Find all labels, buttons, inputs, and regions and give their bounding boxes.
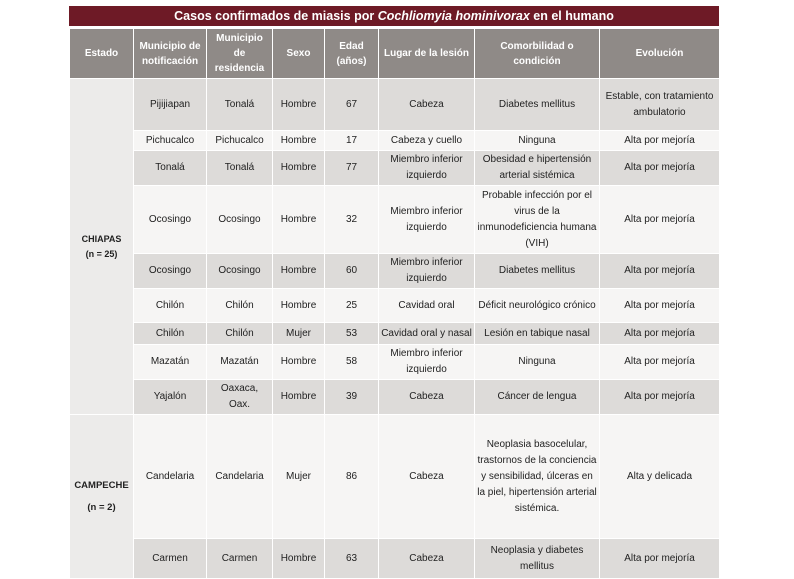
cell-edad: 60	[325, 254, 379, 289]
cell-comorbilidad: Obesidad e hipertensión arterial sistémica	[475, 151, 600, 186]
col-header-sexo: Sexo	[273, 29, 325, 79]
cell-evolucion: Alta por mejoría	[600, 539, 720, 579]
cell-municipio-notificacion: Tonalá	[134, 151, 207, 186]
state-cell-campeche	[70, 415, 134, 579]
cell-lugar-lesion: Cabeza	[379, 79, 475, 131]
cell-evolucion: Alta por mejoría	[600, 151, 720, 186]
cell-edad: 39	[325, 380, 379, 415]
col-header-lugar-lesion: Lugar de la lesión	[379, 29, 475, 79]
cell-comorbilidad: Ninguna	[475, 131, 600, 151]
state-name: CAMPECHE	[74, 479, 129, 491]
cell-municipio-notificacion: Mazatán	[134, 345, 207, 380]
cell-municipio-notificacion: Ocosingo	[134, 186, 207, 254]
cell-municipio-residencia: Oaxaca, Oax.	[207, 380, 273, 415]
cell-municipio-residencia: Tonalá	[207, 151, 273, 186]
table-row	[70, 345, 720, 380]
cell-municipio-residencia: Carmen	[207, 539, 273, 579]
state-name: CHIAPAS	[81, 233, 122, 244]
cell-municipio-notificacion: Ocosingo	[134, 254, 207, 289]
cell-sexo: Mujer	[273, 415, 325, 539]
cell-lugar-lesion: Cabeza	[379, 415, 475, 539]
cell-lugar-lesion: Cavidad oral y nasal	[379, 323, 475, 345]
table-row	[70, 380, 720, 415]
cell-municipio-residencia: Tonalá	[207, 79, 273, 131]
cell-municipio-residencia: Ocosingo	[207, 186, 273, 254]
cell-evolucion: Alta por mejoría	[600, 323, 720, 345]
cell-edad: 86	[325, 415, 379, 539]
cell-lugar-lesion: Miembro inferior izquierdo	[379, 186, 475, 254]
cell-lugar-lesion: Cabeza	[379, 380, 475, 415]
cell-sexo: Hombre	[273, 289, 325, 323]
table-row	[70, 289, 720, 323]
table-container	[69, 6, 719, 579]
title-suffix: en el humano	[529, 9, 614, 23]
cell-municipio-notificacion: Pijijiapan	[134, 79, 207, 131]
cell-municipio-residencia: Chilón	[207, 289, 273, 323]
cell-municipio-residencia: Chilón	[207, 323, 273, 345]
cell-comorbilidad: Cáncer de lengua	[475, 380, 600, 415]
cell-edad: 53	[325, 323, 379, 345]
table-row	[70, 186, 720, 254]
cell-evolucion: Alta por mejoría	[600, 186, 720, 254]
cell-municipio-notificacion: Pichucalco	[134, 131, 207, 151]
cell-edad: 63	[325, 539, 379, 579]
cell-sexo: Hombre	[273, 186, 325, 254]
col-header-municipio-residencia: Municipio de residencia	[207, 29, 273, 79]
cell-evolucion: Estable, con tratamiento ambulatorio	[600, 79, 720, 131]
table-row	[70, 131, 720, 151]
cell-lugar-lesion: Cabeza y cuello	[379, 131, 475, 151]
table-row	[70, 539, 720, 579]
cell-edad: 58	[325, 345, 379, 380]
cell-sexo: Hombre	[273, 131, 325, 151]
cell-municipio-residencia: Ocosingo	[207, 254, 273, 289]
cases-table	[69, 28, 720, 579]
cell-evolucion: Alta por mejoría	[600, 345, 720, 380]
title-species: Cochliomyia hominivorax	[377, 9, 530, 23]
cell-sexo: Hombre	[273, 254, 325, 289]
cell-municipio-notificacion: Chilón	[134, 289, 207, 323]
cell-comorbilidad: Probable infección por el virus de la inmunodeficiencia humana (VIH)	[475, 186, 600, 254]
cell-municipio-notificacion: Carmen	[134, 539, 207, 579]
cell-comorbilidad: Déficit neurológico crónico	[475, 289, 600, 323]
cell-lugar-lesion: Miembro inferior izquierdo	[379, 345, 475, 380]
cell-lugar-lesion: Miembro inferior izquierdo	[379, 254, 475, 289]
table-row	[70, 254, 720, 289]
table-title	[69, 6, 719, 28]
cell-edad: 25	[325, 289, 379, 323]
cell-municipio-notificacion: Chilón	[134, 323, 207, 345]
cell-evolucion: Alta por mejoría	[600, 380, 720, 415]
col-header-edad: Edad (años)	[325, 29, 379, 79]
col-header-municipio-notificacion: Municipio de notificación	[134, 29, 207, 79]
cell-lugar-lesion: Cabeza	[379, 539, 475, 579]
cell-edad: 32	[325, 186, 379, 254]
col-header-estado: Estado	[70, 29, 134, 79]
cell-comorbilidad: Neoplasia y diabetes mellitus	[475, 539, 600, 579]
cell-edad: 17	[325, 131, 379, 151]
cell-sexo: Hombre	[273, 380, 325, 415]
cell-sexo: Mujer	[273, 323, 325, 345]
cell-lugar-lesion: Cavidad oral	[379, 289, 475, 323]
cell-sexo: Hombre	[273, 539, 325, 579]
cell-comorbilidad: Ninguna	[475, 345, 600, 380]
cell-sexo: Hombre	[273, 79, 325, 131]
cell-comorbilidad: Neoplasia basocelular, trastornos de la conciencia y sensibilidad, úlceras en la piel, hipertensión arterial sistémica.	[475, 415, 600, 539]
cell-edad: 67	[325, 79, 379, 131]
table-row	[70, 79, 720, 131]
cell-evolucion: Alta y delicada	[600, 415, 720, 539]
state-count: (n = 2)	[87, 501, 116, 513]
cell-evolucion: Alta por mejoría	[600, 131, 720, 151]
cell-municipio-residencia: Candelaria	[207, 415, 273, 539]
state-count: (n = 25)	[85, 248, 118, 259]
cell-comorbilidad: Lesión en tabique nasal	[475, 323, 600, 345]
state-cell-chiapas	[70, 79, 134, 415]
cell-edad: 77	[325, 151, 379, 186]
cell-municipio-residencia: Mazatán	[207, 345, 273, 380]
cell-lugar-lesion: Miembro inferior izquierdo	[379, 151, 475, 186]
cell-evolucion: Alta por mejoría	[600, 254, 720, 289]
cell-comorbilidad: Diabetes mellitus	[475, 254, 600, 289]
header-row	[70, 29, 720, 79]
cell-sexo: Hombre	[273, 345, 325, 380]
table-row	[70, 415, 720, 539]
cell-comorbilidad: Diabetes mellitus	[475, 79, 600, 131]
title-prefix: Casos confirmados de miasis por	[174, 9, 378, 23]
cell-municipio-notificacion: Candelaria	[134, 415, 207, 539]
col-header-evolucion: Evolución	[600, 29, 720, 79]
table-row	[70, 151, 720, 186]
cell-evolucion: Alta por mejoría	[600, 289, 720, 323]
cell-sexo: Hombre	[273, 151, 325, 186]
cell-municipio-notificacion: Yajalón	[134, 380, 207, 415]
col-header-comorbilidad: Comorbilidad o condición	[475, 29, 600, 79]
table-row	[70, 323, 720, 345]
cell-municipio-residencia: Pichucalco	[207, 131, 273, 151]
